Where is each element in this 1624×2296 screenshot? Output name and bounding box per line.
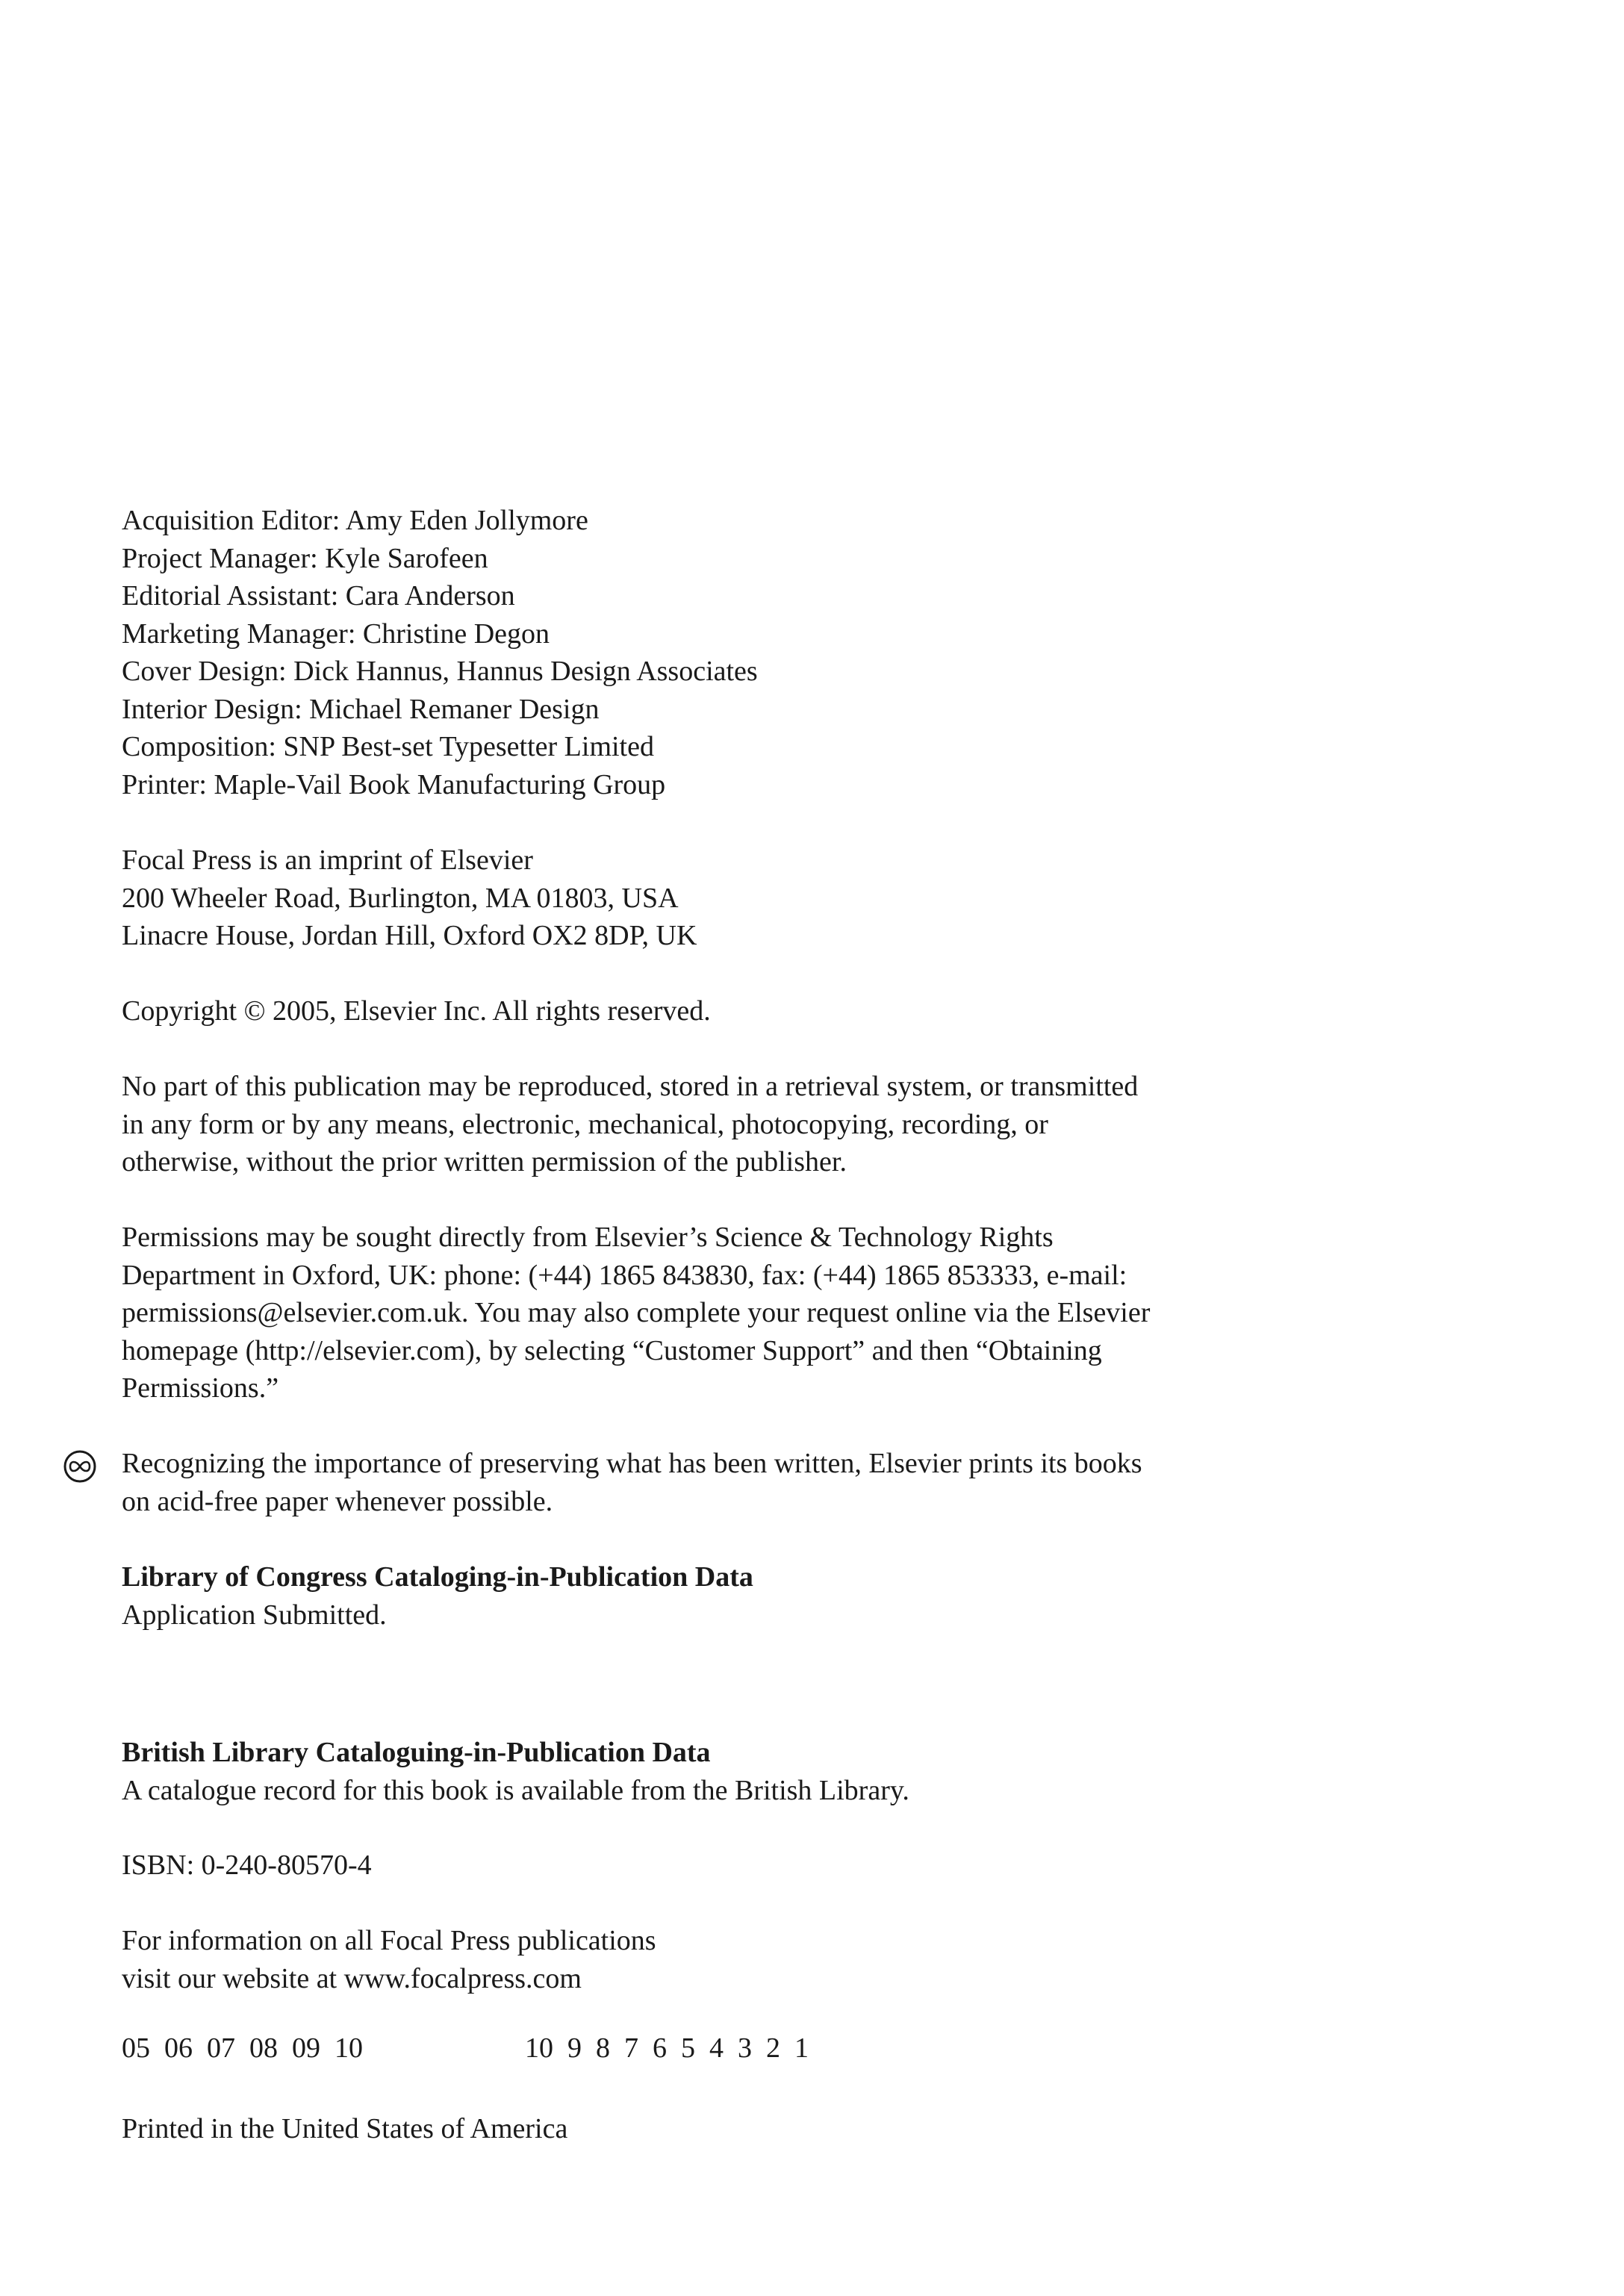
printed-in-block	[122, 2110, 1391, 2148]
acid-free-block	[122, 1445, 1391, 1520]
permissions-line: homepage (http://elsevier.com), by selecting “Customer Support” and then “Obtaining	[122, 1334, 1102, 1366]
credit-line: Interior Design: Michael Remaner Design	[122, 693, 600, 725]
publisher-line: Linacre House, Jordan Hill, Oxford OX2 8DP, UK	[122, 920, 697, 951]
loc-heading: Library of Congress Cataloging-in-Publication Data	[122, 1561, 753, 1593]
permissions-line: Permissions.”	[122, 1372, 279, 1404]
publisher-line: 200 Wheeler Road, Burlington, MA 01803, USA	[122, 882, 679, 914]
isbn-line: ISBN: 0-240-80570-4	[122, 1849, 372, 1881]
credits-block	[122, 502, 1391, 803]
info-line: For information on all Focal Press publications	[122, 1925, 656, 1956]
printing-numbers: 10 9 8 7 6 5 4 3 2 1	[525, 2032, 809, 2064]
printing-years: 05 06 07 08 09 10	[122, 2032, 363, 2064]
credit-line: Cover Design: Dick Hannus, Hannus Design Associates	[122, 656, 758, 687]
credit-line: Composition: SNP Best-set Typesetter Limited	[122, 731, 654, 762]
rights-line: in any form or by any means, electronic, mechanical, photocopying, recording, or	[122, 1108, 1048, 1140]
printed-in-line: Printed in the United States of America	[122, 2113, 568, 2144]
publisher-line: Focal Press is an imprint of Elsevier	[122, 844, 533, 876]
rights-block	[122, 1068, 1391, 1181]
copyright-line: Copyright © 2005, Elsevier Inc. All rights reserved.	[122, 995, 711, 1027]
publisher-block	[122, 841, 1391, 955]
isbn-block	[122, 1847, 1391, 1885]
credit-line: Acquisition Editor: Amy Eden Jollymore	[122, 505, 588, 536]
permissions-line: Permissions may be sought directly from Elsevier’s Science & Technology Rights	[122, 1222, 1054, 1253]
copyright-block	[122, 992, 1391, 1030]
permissions-line: permissions@elsevier.com.uk. You may also complete your request online via the Elsevier	[122, 1297, 1151, 1328]
acid-free-line: on acid-free paper whenever possible.	[122, 1485, 553, 1517]
credit-line: Project Manager: Kyle Sarofeen	[122, 542, 488, 574]
permissions-block	[122, 1219, 1391, 1407]
permissions-line: Department in Oxford, UK: phone: (+44) 1865 843830, fax: (+44) 1865 853333, e-mail:	[122, 1259, 1127, 1291]
info-line: visit our website at www.focalpress.com	[122, 1962, 582, 1994]
loc-block	[122, 1558, 1391, 1634]
credit-line: Printer: Maple-Vail Book Manufacturing Group	[122, 768, 666, 800]
rights-line: otherwise, without the prior written permission of the publisher.	[122, 1146, 847, 1177]
acid-free-line: Recognizing the importance of preserving what has been written, Elsevier prints its books	[122, 1448, 1142, 1479]
rights-line: No part of this publication may be reproduced, stored in a retrieval system, or transmitted	[122, 1071, 1139, 1102]
credit-line: Editorial Assistant: Cara Anderson	[122, 580, 515, 612]
bl-text: A catalogue record for this book is available from the British Library.	[122, 1774, 909, 1806]
bl-heading: British Library Cataloguing-in-Publication Data	[122, 1737, 711, 1768]
info-block	[122, 1922, 1391, 1997]
bl-block	[122, 1734, 1391, 1809]
infinity-circle-icon	[63, 1449, 97, 1484]
credit-line: Marketing Manager: Christine Degon	[122, 617, 550, 650]
loc-text: Application Submitted.	[122, 1599, 387, 1631]
